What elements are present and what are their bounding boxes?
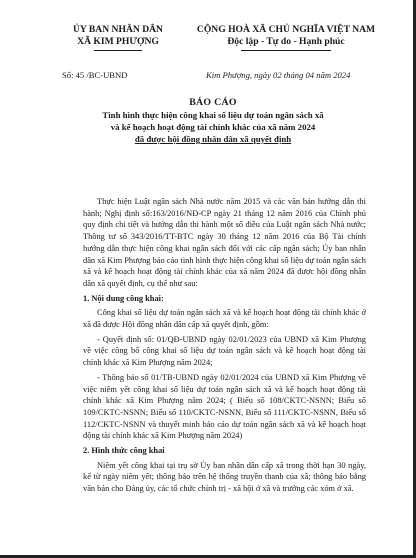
national-motto [186, 24, 386, 51]
report-title [60, 96, 366, 145]
title-line-3: đã được hội đồng nhân dân xã quyết định [134, 134, 292, 144]
agency-line-2: XÃ KIM PHƯỢNG [77, 36, 159, 47]
report-body [83, 196, 366, 498]
agency-line-1: ỦY BAN NHÂN DÂN [73, 24, 163, 35]
document-number: Số: 45 /BC-UBND [62, 70, 128, 80]
country-name: CỘNG HOÀ XÃ CHỦ NGHĨA VIỆT NAM [196, 24, 376, 35]
motto-underline [241, 50, 331, 51]
section-1-heading: 1. Nội dung công khai: [83, 293, 164, 303]
section-2-paragraph-1: Niêm yết công khai tại trụ sở Ủy ban nhân dân cấp xã trong thời hạn 30 ngày, kể từ ngày niêm yết; thông báo trên hệ thống truyền thanh của xã; thông báo bằng văn bản cho Đảng ủy, các tổ chức chính trị - xã hội ở xã và trưởng các xóm ở xã. [83, 460, 366, 494]
document-date: Kim Phượng, ngày 02 tháng 04 năm 2024 [206, 70, 351, 80]
intro-paragraph: Thực hiện Luật ngân sách Nhà nước năm 2015 và các văn bản hướng dẫn thi hành; Nghị định số:163/2016/NĐ-CP ngày 21 tháng 12 năm 2016 của Chính phủ quy định chi tiết và hướng dẫn thi hành một số điều của Luật ngân sách Nhà nước; Thông tư số 343/2016/TT-BTC ngày 30 tháng 12 năm 2016 của Bộ Tài chính hướng dẫn thực hiện công khai ngân sách đối với các cấp ngân sách; Ủy ban nhân dân xã Kim Phượng báo cáo tình hình thực hiện công khai số liệu dự toán ngân sách xã và kế hoạch hoạt động tài chính khác của xã năm 2024 đã được hội đồng nhân dân xã quyết định, cụ thể như sau: [83, 197, 366, 288]
section-1-paragraph-3: - Thông báo số 01/TB-UBND ngày 02/01/2024 của UBND xã Kim Phượng về việc niêm yết công khai số liệu dự toán ngân sách xã và kế hoạch hoạt động tài chính khác xã Kim Phượng năm 2024; ( Biểu số 108/CKTC-NSNN; Biểu số 109/CKTC-NSNN; Biểu số 110/CKTC-NSNN, Biểu số 111/CKTC-NSNN, Biểu số 112/CKTC-NSNN và thuyết minh báo cáo dự toán ngân sách xã và kế hoạch hoạt động tài chính khác xã Kim Phượng năm 2024) [83, 372, 366, 441]
section-2-heading: 2. Hình thức công khai [83, 446, 165, 456]
issuing-agency [48, 24, 188, 51]
motto: Độc lập - Tự do - Hạnh phúc [227, 36, 345, 47]
title-line-1: Tình hình thực hiện công khai số liệu dự toán ngân sách xã [102, 110, 324, 120]
agency-underline [94, 50, 142, 51]
section-1-paragraph-2: - Quyết định số: 01/QĐ-UBND ngày 02/01/2023 của UBND xã Kim Phượng về việc công bố công khai số liệu dự toán ngân sách và kế hoạch hoạt động tài chính khác xã Kim Phượng năm 2024; [83, 334, 366, 368]
title-main: BÁO CÁO [189, 97, 237, 108]
title-line-2: và kế hoạch hoạt động tài chính khác của xã năm 2024 [110, 122, 316, 132]
section-1-paragraph-1: Công khai số liệu dự toán ngân sách xã và kế hoạch hoạt động tài chính khác ở xã đã được Hội đồng nhân dân cấp xã quyết định, gồm: [83, 308, 366, 330]
